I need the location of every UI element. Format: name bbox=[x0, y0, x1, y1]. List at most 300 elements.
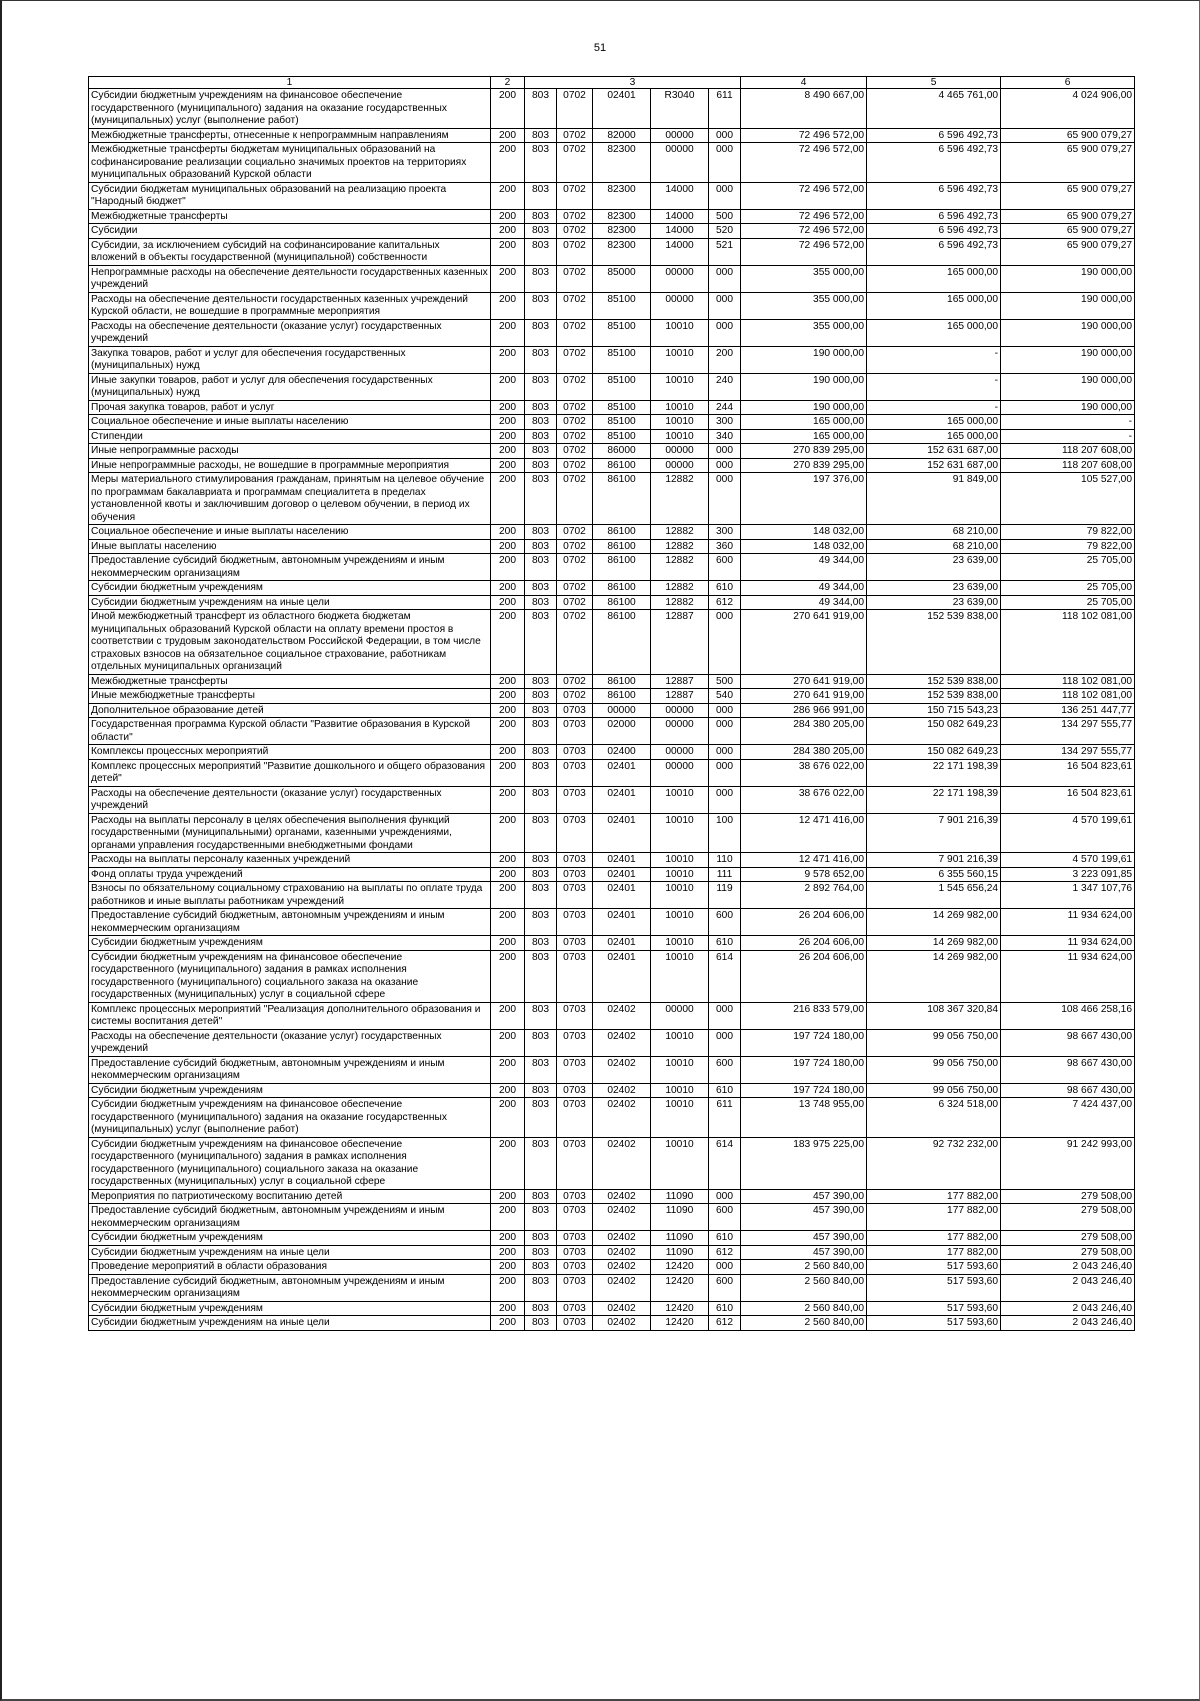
row-name: Предоставление субсидий бюджетным, автономным учреждениям и иным некоммерческим организациям bbox=[89, 1274, 491, 1301]
code-admin: 200 bbox=[491, 143, 525, 183]
code-subsection: 0703 bbox=[557, 1002, 593, 1029]
code-admin: 200 bbox=[491, 429, 525, 444]
code-section: 803 bbox=[525, 539, 557, 554]
code-section: 803 bbox=[525, 867, 557, 882]
amount-remaining: - bbox=[1001, 415, 1135, 430]
code-section: 803 bbox=[525, 745, 557, 760]
code-expense-type: 000 bbox=[709, 265, 741, 292]
amount-executed: 7 901 216,39 bbox=[867, 813, 1001, 853]
code-admin: 200 bbox=[491, 265, 525, 292]
code-admin: 200 bbox=[491, 813, 525, 853]
table-row bbox=[89, 1245, 1135, 1260]
amount-remaining: 118 207 608,00 bbox=[1001, 458, 1135, 473]
row-name: Межбюджетные трансферты bbox=[89, 209, 491, 224]
amount-executed: 14 269 982,00 bbox=[867, 936, 1001, 951]
code-program: 86100 bbox=[593, 458, 651, 473]
amount-plan: 13 748 955,00 bbox=[741, 1098, 867, 1138]
amount-plan: 8 490 667,00 bbox=[741, 89, 867, 129]
code-expense-type: 000 bbox=[709, 143, 741, 183]
table-row bbox=[89, 1029, 1135, 1056]
code-admin: 200 bbox=[491, 610, 525, 675]
code-subsection: 0703 bbox=[557, 1260, 593, 1275]
code-admin: 200 bbox=[491, 853, 525, 868]
amount-remaining: 16 504 823,61 bbox=[1001, 759, 1135, 786]
amount-plan: 270 641 919,00 bbox=[741, 689, 867, 704]
amount-executed: 150 715 543,23 bbox=[867, 703, 1001, 718]
code-section: 803 bbox=[525, 128, 557, 143]
amount-remaining: 4 570 199,61 bbox=[1001, 853, 1135, 868]
code-program: 02402 bbox=[593, 1029, 651, 1056]
amount-executed: 517 593,60 bbox=[867, 1301, 1001, 1316]
amount-remaining: 2 043 246,40 bbox=[1001, 1274, 1135, 1301]
code-program: 02402 bbox=[593, 1098, 651, 1138]
amount-plan: 270 839 295,00 bbox=[741, 458, 867, 473]
code-direction: 10010 bbox=[651, 400, 709, 415]
code-expense-type: 360 bbox=[709, 539, 741, 554]
amount-remaining: 25 705,00 bbox=[1001, 581, 1135, 596]
amount-remaining: 65 900 079,27 bbox=[1001, 143, 1135, 183]
code-program: 86100 bbox=[593, 689, 651, 704]
code-expense-type: 111 bbox=[709, 867, 741, 882]
amount-executed: 6 596 492,73 bbox=[867, 128, 1001, 143]
table-header-row bbox=[89, 77, 1135, 89]
code-direction: 10010 bbox=[651, 373, 709, 400]
code-program: 02401 bbox=[593, 813, 651, 853]
code-program: 02402 bbox=[593, 1274, 651, 1301]
code-subsection: 0703 bbox=[557, 936, 593, 951]
amount-executed: 517 593,60 bbox=[867, 1260, 1001, 1275]
amount-executed: 165 000,00 bbox=[867, 265, 1001, 292]
code-program: 86100 bbox=[593, 539, 651, 554]
table-row bbox=[89, 458, 1135, 473]
amount-executed: 165 000,00 bbox=[867, 429, 1001, 444]
amount-remaining: 65 900 079,27 bbox=[1001, 238, 1135, 265]
code-admin: 200 bbox=[491, 1231, 525, 1246]
code-program: 85100 bbox=[593, 429, 651, 444]
code-direction: 12887 bbox=[651, 689, 709, 704]
code-expense-type: 119 bbox=[709, 882, 741, 909]
code-admin: 200 bbox=[491, 1189, 525, 1204]
amount-remaining: 7 424 437,00 bbox=[1001, 1098, 1135, 1138]
table-row bbox=[89, 689, 1135, 704]
code-section: 803 bbox=[525, 292, 557, 319]
row-name: Иные выплаты населению bbox=[89, 539, 491, 554]
amount-remaining: 25 705,00 bbox=[1001, 595, 1135, 610]
code-section: 803 bbox=[525, 209, 557, 224]
code-expense-type: 000 bbox=[709, 1029, 741, 1056]
code-subsection: 0702 bbox=[557, 346, 593, 373]
code-program: 85000 bbox=[593, 265, 651, 292]
amount-plan: 72 496 572,00 bbox=[741, 209, 867, 224]
amount-executed: 91 849,00 bbox=[867, 473, 1001, 525]
row-name: Фонд оплаты труда учреждений bbox=[89, 867, 491, 882]
code-program: 02401 bbox=[593, 89, 651, 129]
code-admin: 200 bbox=[491, 718, 525, 745]
row-name: Расходы на обеспечение деятельности (оказание услуг) государственных учреждений bbox=[89, 319, 491, 346]
amount-plan: 72 496 572,00 bbox=[741, 224, 867, 239]
code-direction: 10010 bbox=[651, 786, 709, 813]
code-admin: 200 bbox=[491, 209, 525, 224]
amount-executed: 23 639,00 bbox=[867, 554, 1001, 581]
amount-executed: 1 545 656,24 bbox=[867, 882, 1001, 909]
amount-plan: 26 204 606,00 bbox=[741, 936, 867, 951]
code-admin: 200 bbox=[491, 674, 525, 689]
code-expense-type: 340 bbox=[709, 429, 741, 444]
code-section: 803 bbox=[525, 400, 557, 415]
code-program: 85100 bbox=[593, 373, 651, 400]
code-direction: 11090 bbox=[651, 1189, 709, 1204]
code-expense-type: 600 bbox=[709, 1056, 741, 1083]
amount-executed: 22 171 198,39 bbox=[867, 759, 1001, 786]
code-admin: 200 bbox=[491, 473, 525, 525]
code-direction: 10010 bbox=[651, 813, 709, 853]
amount-plan: 457 390,00 bbox=[741, 1189, 867, 1204]
code-subsection: 0702 bbox=[557, 182, 593, 209]
code-expense-type: 240 bbox=[709, 373, 741, 400]
row-name: Расходы на обеспечение деятельности государственных казенных учреждений Курской области, не вошедшие в программные мероприятия bbox=[89, 292, 491, 319]
code-section: 803 bbox=[525, 718, 557, 745]
amount-plan: 270 839 295,00 bbox=[741, 444, 867, 459]
table-row bbox=[89, 674, 1135, 689]
amount-executed: - bbox=[867, 400, 1001, 415]
amount-remaining: 2 043 246,40 bbox=[1001, 1260, 1135, 1275]
code-admin: 200 bbox=[491, 415, 525, 430]
amount-remaining: 65 900 079,27 bbox=[1001, 182, 1135, 209]
code-direction: 11090 bbox=[651, 1231, 709, 1246]
amount-remaining: 190 000,00 bbox=[1001, 400, 1135, 415]
code-program: 02401 bbox=[593, 950, 651, 1002]
code-direction: 14000 bbox=[651, 238, 709, 265]
code-direction: 12882 bbox=[651, 539, 709, 554]
amount-plan: 2 560 840,00 bbox=[741, 1260, 867, 1275]
code-admin: 200 bbox=[491, 1316, 525, 1331]
amount-remaining: 2 043 246,40 bbox=[1001, 1301, 1135, 1316]
code-program: 02402 bbox=[593, 1189, 651, 1204]
code-program: 02401 bbox=[593, 909, 651, 936]
code-section: 803 bbox=[525, 1083, 557, 1098]
table-row bbox=[89, 292, 1135, 319]
amount-plan: 38 676 022,00 bbox=[741, 786, 867, 813]
budget-table bbox=[88, 76, 1135, 1331]
code-section: 803 bbox=[525, 1260, 557, 1275]
amount-executed: 6 596 492,73 bbox=[867, 182, 1001, 209]
amount-plan: 72 496 572,00 bbox=[741, 238, 867, 265]
table-row bbox=[89, 554, 1135, 581]
code-admin: 200 bbox=[491, 1029, 525, 1056]
amount-remaining: 118 207 608,00 bbox=[1001, 444, 1135, 459]
code-subsection: 0702 bbox=[557, 128, 593, 143]
amount-remaining: 190 000,00 bbox=[1001, 373, 1135, 400]
code-section: 803 bbox=[525, 346, 557, 373]
code-subsection: 0703 bbox=[557, 703, 593, 718]
table-row bbox=[89, 813, 1135, 853]
amount-remaining: 4 024 906,00 bbox=[1001, 89, 1135, 129]
code-subsection: 0702 bbox=[557, 525, 593, 540]
code-subsection: 0702 bbox=[557, 292, 593, 319]
code-program: 02401 bbox=[593, 936, 651, 951]
code-subsection: 0702 bbox=[557, 224, 593, 239]
code-program: 82300 bbox=[593, 209, 651, 224]
code-program: 02000 bbox=[593, 718, 651, 745]
code-direction: 00000 bbox=[651, 444, 709, 459]
code-program: 02401 bbox=[593, 786, 651, 813]
row-name: Субсидии бюджетным учреждениям на финансовое обеспечение государственного (муниципального) задания на оказание государственных (муниципальных) услуг (выполнение работ) bbox=[89, 89, 491, 129]
code-program: 02401 bbox=[593, 867, 651, 882]
row-name: Предоставление субсидий бюджетным, автономным учреждениям и иным некоммерческим организациям bbox=[89, 554, 491, 581]
code-section: 803 bbox=[525, 444, 557, 459]
code-subsection: 0703 bbox=[557, 1189, 593, 1204]
code-admin: 200 bbox=[491, 89, 525, 129]
code-direction: 10010 bbox=[651, 1056, 709, 1083]
amount-executed: 152 539 838,00 bbox=[867, 610, 1001, 675]
row-name: Взносы по обязательному социальному страхованию на выплаты по оплате труда работников и иные выплаты работникам учреждений bbox=[89, 882, 491, 909]
code-direction: 10010 bbox=[651, 429, 709, 444]
code-program: 02402 bbox=[593, 1056, 651, 1083]
code-expense-type: 600 bbox=[709, 1204, 741, 1231]
row-name: Субсидии бюджетным учреждениям bbox=[89, 1231, 491, 1246]
code-admin: 200 bbox=[491, 1204, 525, 1231]
code-program: 86100 bbox=[593, 473, 651, 525]
table-row bbox=[89, 936, 1135, 951]
code-admin: 200 bbox=[491, 1245, 525, 1260]
row-name: Субсидии бюджетам муниципальных образований на реализацию проекта "Народный бюджет" bbox=[89, 182, 491, 209]
code-section: 803 bbox=[525, 595, 557, 610]
code-subsection: 0702 bbox=[557, 265, 593, 292]
code-subsection: 0703 bbox=[557, 1274, 593, 1301]
table-row bbox=[89, 473, 1135, 525]
row-name: Предоставление субсидий бюджетным, автономным учреждениям и иным некоммерческим организациям bbox=[89, 909, 491, 936]
code-section: 803 bbox=[525, 143, 557, 183]
code-subsection: 0703 bbox=[557, 882, 593, 909]
code-section: 803 bbox=[525, 950, 557, 1002]
code-direction: R3040 bbox=[651, 89, 709, 129]
table-row bbox=[89, 581, 1135, 596]
amount-executed: 99 056 750,00 bbox=[867, 1083, 1001, 1098]
code-program: 82300 bbox=[593, 182, 651, 209]
code-section: 803 bbox=[525, 853, 557, 868]
code-section: 803 bbox=[525, 473, 557, 525]
row-name: Дополнительное образование детей bbox=[89, 703, 491, 718]
amount-plan: 355 000,00 bbox=[741, 265, 867, 292]
code-expense-type: 000 bbox=[709, 759, 741, 786]
row-name: Меры материального стимулирования гражданам, принятым на целевое обучение по программам бакалавриата и программам специалитета в пределах установленной квоты и заключившим договор о целевом обучении, в период их обучения bbox=[89, 473, 491, 525]
code-program: 82300 bbox=[593, 143, 651, 183]
amount-plan: 49 344,00 bbox=[741, 595, 867, 610]
code-subsection: 0703 bbox=[557, 1083, 593, 1098]
code-section: 803 bbox=[525, 882, 557, 909]
code-program: 86100 bbox=[593, 595, 651, 610]
code-section: 803 bbox=[525, 759, 557, 786]
amount-plan: 2 560 840,00 bbox=[741, 1274, 867, 1301]
code-program: 86100 bbox=[593, 554, 651, 581]
table-row bbox=[89, 1316, 1135, 1331]
amount-plan: 72 496 572,00 bbox=[741, 128, 867, 143]
row-name: Прочая закупка товаров, работ и услуг bbox=[89, 400, 491, 415]
code-program: 02402 bbox=[593, 1301, 651, 1316]
code-program: 86100 bbox=[593, 525, 651, 540]
code-program: 02402 bbox=[593, 1002, 651, 1029]
amount-plan: 9 578 652,00 bbox=[741, 867, 867, 882]
code-section: 803 bbox=[525, 1204, 557, 1231]
code-section: 803 bbox=[525, 674, 557, 689]
table-row bbox=[89, 429, 1135, 444]
amount-plan: 38 676 022,00 bbox=[741, 759, 867, 786]
amount-executed: - bbox=[867, 373, 1001, 400]
code-admin: 200 bbox=[491, 458, 525, 473]
amount-plan: 183 975 225,00 bbox=[741, 1137, 867, 1189]
amount-remaining: 98 667 430,00 bbox=[1001, 1056, 1135, 1083]
code-admin: 200 bbox=[491, 1260, 525, 1275]
code-direction: 00000 bbox=[651, 745, 709, 760]
amount-remaining: 190 000,00 bbox=[1001, 346, 1135, 373]
table-row bbox=[89, 867, 1135, 882]
code-program: 02401 bbox=[593, 759, 651, 786]
code-admin: 200 bbox=[491, 1137, 525, 1189]
amount-executed: - bbox=[867, 346, 1001, 373]
row-name: Государственная программа Курской области "Развитие образования в Курской области" bbox=[89, 718, 491, 745]
amount-executed: 165 000,00 bbox=[867, 415, 1001, 430]
table-row bbox=[89, 1260, 1135, 1275]
code-section: 803 bbox=[525, 1189, 557, 1204]
row-name: Субсидии бюджетным учреждениям на финансовое обеспечение государственного (муниципального) задания на оказание государственных (муниципальных) услуг (выполнение работ) bbox=[89, 1098, 491, 1138]
code-expense-type: 600 bbox=[709, 1274, 741, 1301]
code-program: 82000 bbox=[593, 128, 651, 143]
code-admin: 200 bbox=[491, 1056, 525, 1083]
amount-remaining: 11 934 624,00 bbox=[1001, 909, 1135, 936]
code-subsection: 0703 bbox=[557, 813, 593, 853]
amount-plan: 49 344,00 bbox=[741, 581, 867, 596]
code-expense-type: 500 bbox=[709, 209, 741, 224]
code-expense-type: 300 bbox=[709, 525, 741, 540]
amount-remaining: 134 297 555,77 bbox=[1001, 745, 1135, 760]
code-section: 803 bbox=[525, 525, 557, 540]
code-direction: 14000 bbox=[651, 209, 709, 224]
code-admin: 200 bbox=[491, 759, 525, 786]
amount-remaining: 190 000,00 bbox=[1001, 265, 1135, 292]
amount-executed: 68 210,00 bbox=[867, 525, 1001, 540]
code-expense-type: 000 bbox=[709, 1002, 741, 1029]
code-subsection: 0703 bbox=[557, 1098, 593, 1138]
code-admin: 200 bbox=[491, 319, 525, 346]
code-expense-type: 610 bbox=[709, 1301, 741, 1316]
code-direction: 11090 bbox=[651, 1204, 709, 1231]
code-section: 803 bbox=[525, 373, 557, 400]
code-expense-type: 000 bbox=[709, 1260, 741, 1275]
header-col-1: 1 bbox=[89, 77, 491, 89]
code-expense-type: 612 bbox=[709, 1245, 741, 1260]
code-program: 02402 bbox=[593, 1204, 651, 1231]
code-direction: 00000 bbox=[651, 128, 709, 143]
code-admin: 200 bbox=[491, 703, 525, 718]
amount-remaining: 279 508,00 bbox=[1001, 1204, 1135, 1231]
code-direction: 00000 bbox=[651, 1002, 709, 1029]
code-subsection: 0703 bbox=[557, 759, 593, 786]
code-program: 85100 bbox=[593, 400, 651, 415]
table-row bbox=[89, 238, 1135, 265]
code-subsection: 0702 bbox=[557, 473, 593, 525]
table-row bbox=[89, 1301, 1135, 1316]
row-name: Иные закупки товаров, работ и услуг для обеспечения государственных (муниципальных) нужд bbox=[89, 373, 491, 400]
amount-executed: 6 596 492,73 bbox=[867, 224, 1001, 239]
table-row bbox=[89, 759, 1135, 786]
code-direction: 12420 bbox=[651, 1301, 709, 1316]
code-subsection: 0702 bbox=[557, 458, 593, 473]
amount-plan: 197 724 180,00 bbox=[741, 1056, 867, 1083]
code-direction: 10010 bbox=[651, 1137, 709, 1189]
code-admin: 200 bbox=[491, 539, 525, 554]
amount-executed: 99 056 750,00 bbox=[867, 1056, 1001, 1083]
code-direction: 14000 bbox=[651, 224, 709, 239]
amount-remaining: 108 466 258,16 bbox=[1001, 1002, 1135, 1029]
code-program: 02401 bbox=[593, 882, 651, 909]
amount-plan: 49 344,00 bbox=[741, 554, 867, 581]
row-name: Иной межбюджетный трансферт из областного бюджета бюджетам муниципальных образований Курской области на оплату времени простоя в соответствии с трудовым законодательством Российской Федерации, в том числе страховых взносов на обязательное социальное страхование, работникам отдельных муниципальных организаций bbox=[89, 610, 491, 675]
table-row bbox=[89, 1274, 1135, 1301]
header-col-3: 3 bbox=[525, 77, 741, 89]
code-expense-type: 000 bbox=[709, 182, 741, 209]
amount-remaining: 65 900 079,27 bbox=[1001, 224, 1135, 239]
code-expense-type: 000 bbox=[709, 473, 741, 525]
amount-plan: 284 380 205,00 bbox=[741, 745, 867, 760]
code-admin: 200 bbox=[491, 950, 525, 1002]
amount-plan: 284 380 205,00 bbox=[741, 718, 867, 745]
amount-plan: 165 000,00 bbox=[741, 415, 867, 430]
amount-remaining: 79 822,00 bbox=[1001, 525, 1135, 540]
code-program: 85100 bbox=[593, 346, 651, 373]
code-expense-type: 244 bbox=[709, 400, 741, 415]
row-name: Расходы на обеспечение деятельности (оказание услуг) государственных учреждений bbox=[89, 786, 491, 813]
code-expense-type: 100 bbox=[709, 813, 741, 853]
code-direction: 00000 bbox=[651, 718, 709, 745]
row-name: Иные непрограммные расходы bbox=[89, 444, 491, 459]
code-section: 803 bbox=[525, 1002, 557, 1029]
code-admin: 200 bbox=[491, 882, 525, 909]
table-row bbox=[89, 1231, 1135, 1246]
code-section: 803 bbox=[525, 1029, 557, 1056]
table-row bbox=[89, 1189, 1135, 1204]
amount-executed: 165 000,00 bbox=[867, 292, 1001, 319]
amount-plan: 457 390,00 bbox=[741, 1204, 867, 1231]
amount-remaining: 16 504 823,61 bbox=[1001, 786, 1135, 813]
table-row bbox=[89, 265, 1135, 292]
code-direction: 00000 bbox=[651, 143, 709, 183]
code-expense-type: 614 bbox=[709, 1137, 741, 1189]
row-name: Иные межбюджетные трансферты bbox=[89, 689, 491, 704]
amount-executed: 99 056 750,00 bbox=[867, 1029, 1001, 1056]
code-admin: 200 bbox=[491, 595, 525, 610]
row-name: Межбюджетные трансферты bbox=[89, 674, 491, 689]
amount-executed: 152 539 838,00 bbox=[867, 689, 1001, 704]
code-program: 02402 bbox=[593, 1083, 651, 1098]
code-section: 803 bbox=[525, 610, 557, 675]
code-subsection: 0703 bbox=[557, 1204, 593, 1231]
amount-plan: 148 032,00 bbox=[741, 539, 867, 554]
code-subsection: 0703 bbox=[557, 1137, 593, 1189]
amount-executed: 150 082 649,23 bbox=[867, 718, 1001, 745]
code-expense-type: 000 bbox=[709, 1189, 741, 1204]
amount-remaining: 65 900 079,27 bbox=[1001, 128, 1135, 143]
code-expense-type: 612 bbox=[709, 1316, 741, 1331]
code-section: 803 bbox=[525, 936, 557, 951]
code-section: 803 bbox=[525, 581, 557, 596]
table-row bbox=[89, 1083, 1135, 1098]
amount-executed: 177 882,00 bbox=[867, 1204, 1001, 1231]
header-col-6: 6 bbox=[1001, 77, 1135, 89]
code-direction: 12882 bbox=[651, 525, 709, 540]
code-section: 803 bbox=[525, 1301, 557, 1316]
row-name: Мероприятия по патриотическому воспитанию детей bbox=[89, 1189, 491, 1204]
amount-plan: 270 641 919,00 bbox=[741, 674, 867, 689]
